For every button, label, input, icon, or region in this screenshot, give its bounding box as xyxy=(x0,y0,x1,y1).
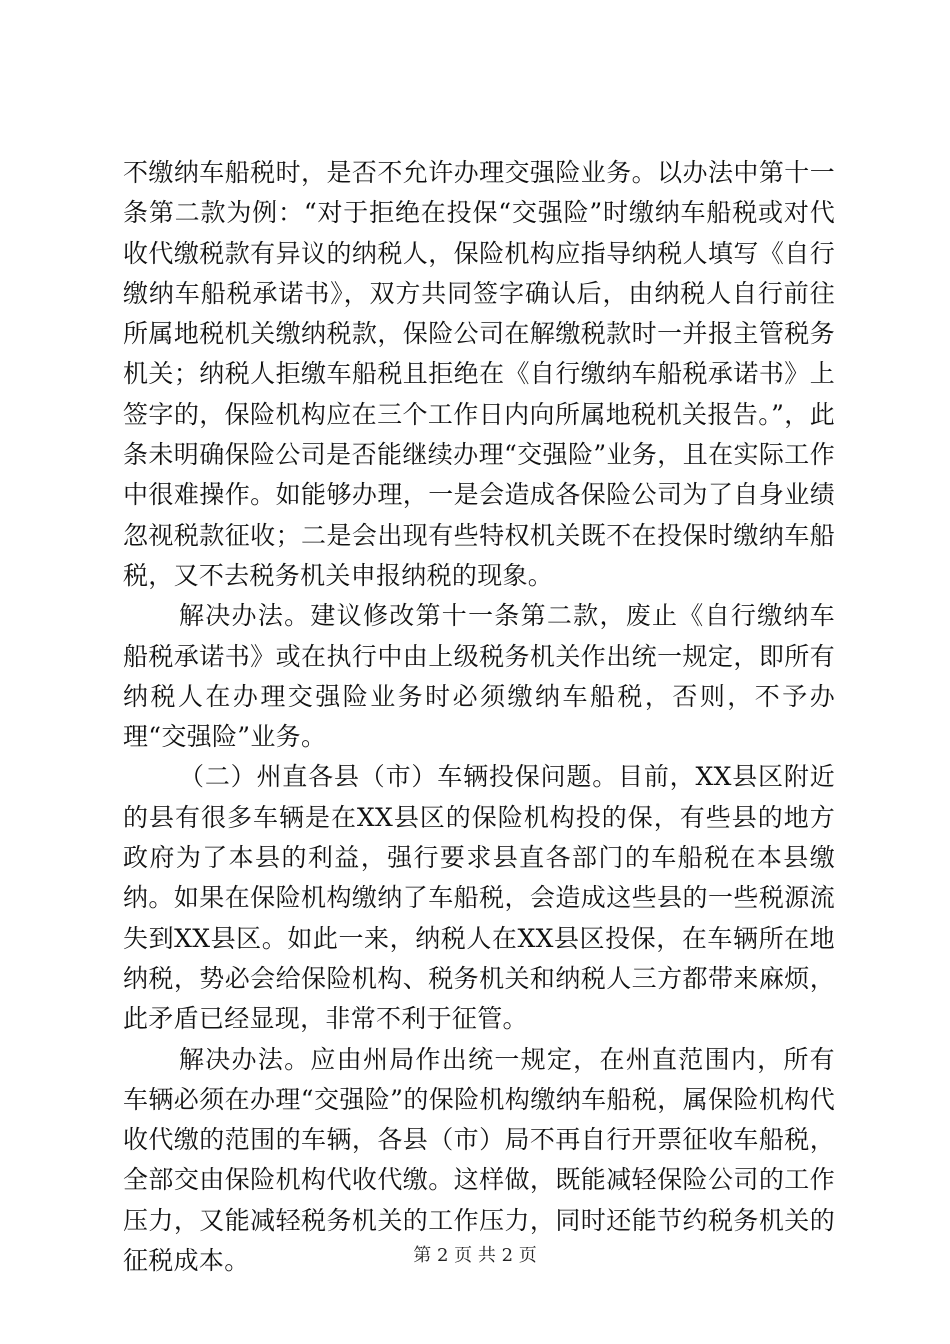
document-body xyxy=(123,153,835,1281)
paragraph-continuation: 不缴纳车船税时，是否不允许办理交强险业务。以办法中第十一条第二款为例：“对于拒绝在投保“交强险”时缴纳车船税或对代收代缴税款有异议的纳税人，保险机构应指导纳税人填写《自行缴纳车船税承诺书》，双方共同签字确认后，由纳税人自行前往所属地税机关缴纳税款，保险公司在解缴税款时一并报主管税务机关；纳税人拒缴车船税且拒绝在《自行缴纳车船税承诺书》上签字的，保险机构应在三个工作日内向所属地税机关报告。”，此条未明确保险公司是否能继续办理“交强险”业务，且在实际工作中很难操作。如能够办理，一是会造成各保险公司为了自身业绩忽视税款征收；二是会出现有些特权机关既不在投保时缴纳车船税，又不去税务机关申报纳税的现象。 xyxy=(123,158,835,590)
page-footer: 第 2 页 共 2 页 xyxy=(413,1245,537,1266)
paragraph-issue-2: （二）州直各县（市）车辆投保问题。目前，XX县区附近的县有很多车辆是在XX县区的保险机构投的保，有些县的地方政府为了本县的利益，强行要求县直各部门的车船税在本县缴纳。如果在保险机构缴纳了车船税，会造成这些县的一些税源流失到XX县区。如此一来，纳税人在XX县区投保，在车辆所在地纳税，势必会给保险机构、税务机关和纳税人三方都带来麻烦，此矛盾已经显现，非常不利于征管。 xyxy=(123,762,835,1034)
paragraph-solution-1: 解决办法。建议修改第十一条第二款，废止《自行缴纳车船税承诺书》或在执行中由上级税务机关作出统一规定，即所有纳税人在办理交强险业务时必须缴纳车船税，否则，不予办理“交强险”业务。 xyxy=(123,601,835,752)
paragraph-solution-2: 解决办法。应由州局作出统一规定，在州直范围内，所有车辆必须在办理“交强险”的保险机构缴纳车船税，属保险机构代收代缴的范围的车辆，各县（市）局不再自行开票征收车船税，全部交由保险机构代收代缴。这样做，既能减轻保险公司的工作压力，又能减轻税务机关的工作压力，同时还能节约税务机关的征税成本。 xyxy=(123,1044,835,1276)
